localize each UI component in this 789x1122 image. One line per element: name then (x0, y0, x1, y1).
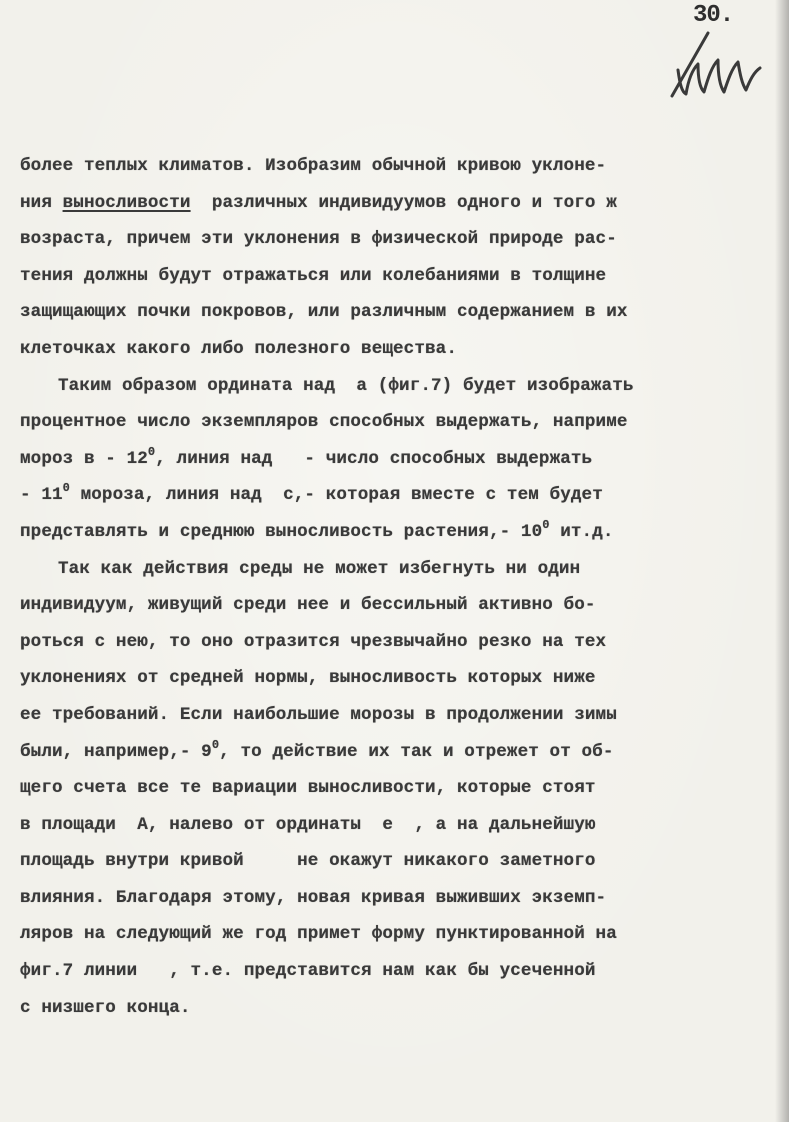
text-line: клеточках какого либо полезного вещества. (20, 338, 457, 359)
text-line: представлять и среднюю выносливость растения,- $10^0$ ит.д. (20, 517, 614, 542)
degree-superscript: 0 (211, 737, 220, 752)
text-line: ния выносливости различных индивидуумов одного и того ж (20, 192, 617, 213)
text-line: щего счета все те вариации выносливости, которые стоят (20, 778, 596, 799)
text-line: уклонениях от средней нормы, выносливость которых ниже (20, 668, 596, 689)
text-line: защищающих почки покровов, или различным содержанием в их (20, 302, 628, 323)
degree-superscript: 0 (62, 481, 70, 496)
text-line: ляров на следующий же год примет форму пунктированной на (20, 924, 617, 945)
text-line: в площади А, налево от ординаты е , а на дальнейшую (20, 814, 596, 835)
text-line: роться с нею, то оно отразится чрезвычайно резко на тех (20, 631, 607, 652)
text-line: были, например,- $9^0$, то действие их так и отрежет от об- (20, 737, 614, 762)
text-line: возраста, причем эти уклонения в физической природе рас- (20, 229, 617, 250)
underlined-word: выносливости (62, 192, 191, 213)
text-line: мороз в - $12^0$, линия над - число способных выдержать (20, 444, 593, 469)
degree-superscript: 0 (542, 517, 550, 532)
text-line: ее требований. Если наибольшие морозы в продолжении зимы (20, 704, 617, 725)
handwritten-folio-signature (664, 30, 764, 100)
typewritten-text (20, 148, 780, 1026)
text-line: - $11^0$ мороза, линия над с,- которая вместе с тем будет (20, 481, 603, 506)
text-line: более теплых климатов. Изобразим обычной кривою уклоне- (20, 156, 607, 176)
text-line: тения должны будут отражаться или колебаниями в толщине (20, 265, 607, 286)
text-line: площадь внутри кривой не окажут никакого заметного (20, 851, 596, 872)
text-line: индивидуум, живущий среди нее и бессильный активно бо- (20, 595, 596, 616)
text-line: процентное число экземпляров способных выдержать, наприме (20, 412, 628, 433)
degree-superscript: 0 (147, 444, 156, 459)
page-number: 30. (693, 2, 734, 29)
text-line: фиг.7 линии , т.е. представится нам как бы усеченной (20, 961, 596, 982)
text-line: влияния. Благодаря этому, новая кривая выживших экземп- (20, 887, 607, 908)
text-line: Так как действия среды не может избегнуть ни один (58, 558, 581, 579)
text-line: Таким образом ордината над а (фиг.7) будет изображать (58, 375, 634, 396)
text-line: с низшего конца. (20, 997, 191, 1018)
